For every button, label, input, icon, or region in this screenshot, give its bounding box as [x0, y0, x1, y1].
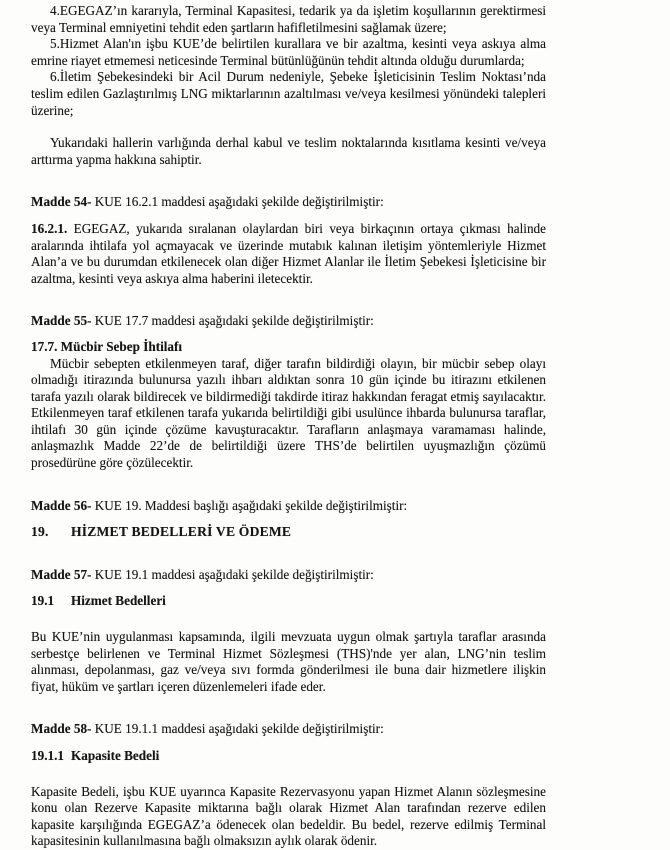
madde-58-heading: [31, 721, 546, 738]
clause-17-7-title: 17.7. Mücbir Sebep İhtilafı: [31, 338, 183, 354]
intro-item-6: [31, 69, 546, 119]
section-19-1-1-heading: [31, 748, 546, 765]
section-19-1-1-number: 19.1.1: [31, 748, 64, 763]
intro-item-4-text: 4.EGEGAZ’ın kararıyla, Terminal Kapasitesi, tedarik ya da işletim koşullarının gerektirmesi veya Terminal emniyetini tehdit eden şartların hafifletilmesini sağlamak üzere;: [31, 3, 546, 35]
clause-16-2-1-label: 16.2.1.: [31, 220, 68, 236]
clause-19-1-1-body: [31, 784, 546, 850]
section-19-1-1-title: Kapasite Bedeli: [71, 748, 160, 763]
madde-57-label: Madde 57-: [31, 566, 92, 582]
madde-56-text: KUE 19. Maddesi başlığı aşağıdaki şekilde değiştirilmiştir:: [94, 497, 408, 513]
section-19-1-heading: [31, 593, 546, 610]
intro-item-4: [31, 3, 546, 36]
closing-paragraph-text: Yukarıdaki hallerin varlığında derhal kabul ve teslim noktalarında kısıtlama kesinti ve/veya arttırma yapma hakkına sahiptir.: [31, 135, 546, 167]
section-19-title: HİZMET BEDELLERİ VE ÖDEME: [71, 524, 292, 540]
madde-57-text: KUE 19.1 maddesi aşağıdaki şekilde değiştirilmiştir:: [94, 566, 374, 582]
section-19-number: 19.: [31, 524, 49, 540]
clause-17-7-body-text: Mücbir sebepten etkilenmeyen taraf, diğer tarafın bildirdiği olayın, bir mücbir sebep olayı olmadığı itirazında bulunursa yazılı ihbarı aldıktan sonra 10 gün içinde bu itirazını etkilenen tarafa yazılı olarak bildirecek ve bildirmediği takdirde itiraz hakkından feragat etmiş sayılacaktır. Etkilenmeyen taraf etkilenen tarafa yukarıda belirtildiği gibi usulünce ihbarda bulunursa taraflar, ihtilafı 30 gün içinde çözüme kavuşturacaktır. Tarafların anlaşmaya varamaması halinde, anlaşmazlık Madde 22’de de belirtildiği üzere THS’de belirtilen uyuşmazlığın çözümü prosedürüne göre çözülecektir.: [31, 355, 546, 471]
madde-55-label: Madde 55-: [31, 313, 92, 329]
madde-55-heading: [31, 313, 546, 330]
madde-56-label: Madde 56-: [31, 497, 92, 513]
clause-16-2-1-text: EGEGAZ, yukarıda sıralanan olaylardan biri veya birkaçının ortaya çıkması halinde aralarında ihtilafa yol açmayacak ve üzerinde mutabık kalınan iletişim yöntemleriyle Hizmet Alan’a ve bu durumdan etkilenecek olan diğer Hizmet Alanlar ile İletim Şebekesi İşleticisine bir azaltma, kesinti veya askıya alma haberini iletecektir.: [31, 220, 546, 286]
madde-57-heading: [31, 567, 546, 584]
clause-19-1-body: [31, 629, 546, 695]
section-19-heading: [31, 524, 546, 541]
clause-19-1-1-body-text: Kapasite Bedeli, işbu KUE uyarınca Kapasite Rezervasyonu yapan Hizmet Alanın sözleşmesine konu olan Rezerve Kapasite miktarına bağlı olarak Hizmet Alan tarafından rezerve edilen kapasite karşılığında EGEGAZ’a ödenecek olan bedeldir. Bu bedel, rezerve edilmiş Terminal kapasitesinin kullanılmasına bağlı olmaksızın aylık olarak ödenir.: [31, 783, 546, 849]
clause-19-1-body-text: Bu KUE’nin uygulanması kapsamında, ilgili mevzuata uygun olmak şartıyla taraflar arasında serbestçe belirlenen ve Terminal Hizmet Sözleşmesi (THS)'nde yer alan, LNG’nin teslim alınması, depolanması, gaz ve/veya sıvı formda gönderilmesi ile buna dair hizmetlere ilişkin fiyat, hüküm ve şartları içeren düzenlemeleri ifade eder.: [31, 629, 546, 694]
closing-paragraph: [31, 135, 546, 168]
intro-item-5-text: 5.Hizmet Alan'ın işbu KUE’de belirtilen kurallara ve bir azaltma, kesinti veya askıya alma emrine riayet etmemesi neticesinde Terminal bütünlüğünün tehdit altında olduğu durumlarda;: [31, 36, 546, 68]
section-19-1-title: Hizmet Bedelleri: [71, 593, 166, 609]
clause-16-2-1: [31, 221, 546, 287]
madde-54-heading: [31, 194, 546, 211]
intro-item-6-text: 6.İletim Şebekesindeki bir Acil Durum nedeniyle, Şebeke İşleticisinin Teslim Noktası’nda teslim edilen Gazlaştırılmış LNG miktarlarının azaltılması ve/veya kesilmesi yönündeki talepleri üzerine;: [31, 69, 546, 118]
madde-54-text: KUE 16.2.1 maddesi aşağıdaki şekilde değiştirilmiştir:: [94, 194, 384, 210]
section-19-1-number: 19.1: [31, 593, 55, 609]
madde-58-label: Madde 58-: [31, 721, 92, 737]
clause-17-7-body: [31, 356, 546, 472]
madde-55-text: KUE 17.7 maddesi aşağıdaki şekilde değiştirilmiştir:: [94, 313, 374, 329]
madde-54-label: Madde 54-: [31, 194, 92, 210]
intro-item-5: [31, 36, 546, 69]
madde-56-heading: [31, 498, 546, 515]
madde-58-text: KUE 19.1.1 maddesi aşağıdaki şekilde değiştirilmiştir:: [94, 721, 384, 737]
